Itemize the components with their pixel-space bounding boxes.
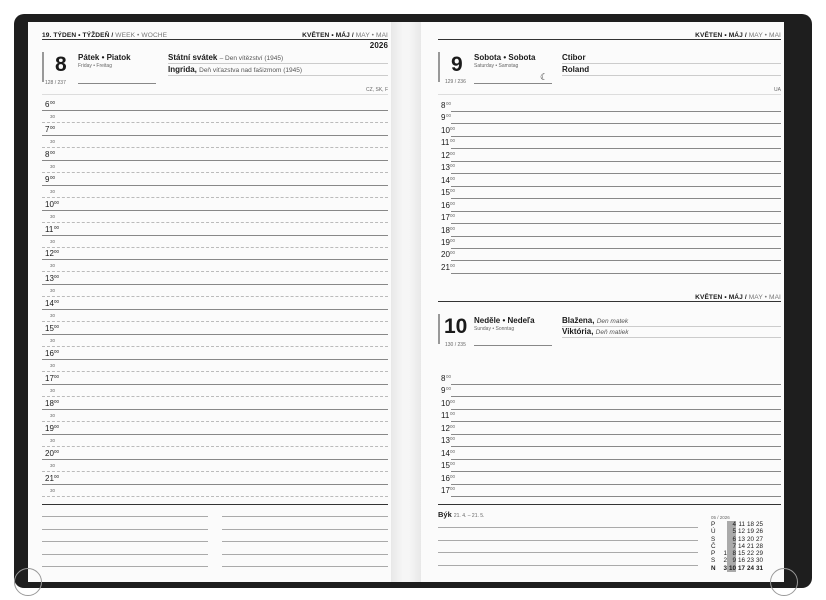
calendar-date: 4 <box>727 521 736 528</box>
hour-label: 11 <box>45 224 54 234</box>
hour-rule <box>451 111 781 112</box>
hour-label: 10 <box>441 398 450 408</box>
hour-rule <box>42 160 388 161</box>
calendar-date: 15 <box>737 550 745 558</box>
hour-label: 8 <box>441 101 446 110</box>
hour-minutes: 00 <box>54 448 60 454</box>
half-hour-label: 30 <box>50 288 56 294</box>
half-hour-rule <box>42 421 388 422</box>
week-label: 19. TÝDEN • TÝŽDEŇ / WEEK • WOCHE <box>42 32 168 39</box>
hour-label: 11 <box>441 411 450 421</box>
calendar-date: 7 <box>727 543 736 550</box>
calendar-date: 24 <box>746 564 754 572</box>
hour-label: 20 <box>45 448 54 458</box>
nameday-1: Blažena, Den matek <box>562 316 629 325</box>
calendar-date: 18 <box>746 521 754 528</box>
calendar-date <box>718 536 727 543</box>
hour-rule <box>451 421 781 422</box>
hour-minutes: 00 <box>450 138 456 144</box>
mini-calendar-row <box>711 543 763 550</box>
country-codes: CZ, SK, F <box>366 87 388 93</box>
hour-label: 21 <box>441 262 450 272</box>
page-corner-curve <box>14 568 42 596</box>
hour-minutes: 00 <box>450 237 456 243</box>
hour-rule <box>42 259 388 260</box>
mini-calendar-row <box>711 557 763 564</box>
note-line <box>222 566 388 567</box>
month-label: KVĚTEN • MÁJ / MAY • MAI <box>302 32 388 39</box>
notes-top-rule <box>42 504 388 505</box>
hour-label: 19 <box>45 423 54 433</box>
hour-label: 10 <box>45 199 54 209</box>
weekday-label: N <box>711 564 716 572</box>
zodiac-sign: Býk 21. 4. – 21. 5. <box>438 510 485 519</box>
hour-label: 16 <box>45 349 54 358</box>
note-line <box>42 541 208 542</box>
header-rule <box>438 39 781 40</box>
hour-rule <box>42 384 388 385</box>
hour-minutes: 00 <box>54 349 60 354</box>
hour-minutes: 00 <box>450 436 456 442</box>
calendar-date: 11 <box>738 521 745 528</box>
hour-minutes: 00 <box>50 174 56 180</box>
half-hour-label: 30 <box>50 487 56 493</box>
hour-label: 12 <box>441 150 450 160</box>
hour-label: 12 <box>441 423 450 433</box>
hour-rule <box>42 110 388 111</box>
hour-minutes: 00 <box>54 199 60 205</box>
half-hour-rule <box>42 321 388 322</box>
calendar-date <box>718 521 727 528</box>
hour-rule <box>451 148 781 149</box>
half-hour-rule <box>42 197 388 198</box>
nameday-1: Státní svátek – Den vítězství (1945) <box>168 53 284 62</box>
hour-rule <box>451 273 781 274</box>
hour-rule <box>451 248 781 249</box>
hour-minutes: 00 <box>450 473 456 479</box>
hour-minutes: 00 <box>54 473 60 479</box>
note-line <box>42 529 208 530</box>
hour-label: 15 <box>441 461 450 471</box>
hour-label: 6 <box>45 100 50 109</box>
hour-minutes: 00 <box>54 423 60 429</box>
hour-label: 16 <box>441 473 450 483</box>
nameday-2: Roland <box>562 65 590 74</box>
half-hour-rule <box>42 396 388 397</box>
hour-minutes: 00 <box>446 374 452 379</box>
half-hour-label: 30 <box>50 213 56 219</box>
hour-label: 13 <box>441 163 450 173</box>
calendar-date: 25 <box>755 521 763 528</box>
hour-label: 10 <box>441 125 450 135</box>
hour-rule <box>42 359 388 360</box>
day-underline <box>78 83 156 84</box>
hour-minutes: 00 <box>450 188 456 194</box>
hour-label: 16 <box>441 200 450 210</box>
hour-label: 8 <box>45 149 50 159</box>
half-hour-rule <box>42 446 388 447</box>
mini-calendar-row <box>711 550 763 557</box>
half-hour-rule <box>42 471 388 472</box>
hour-rule <box>451 173 781 174</box>
hour-rule <box>451 409 781 410</box>
hour-minutes: 00 <box>450 461 456 467</box>
half-hour-label: 30 <box>50 387 56 393</box>
note-line <box>438 540 698 541</box>
day-count: 130 / 235 <box>445 342 466 348</box>
half-hour-label: 30 <box>50 114 56 119</box>
mini-calendar <box>711 514 763 572</box>
hour-label: 15 <box>45 324 54 334</box>
half-hour-label: 30 <box>50 138 56 144</box>
calendar-date: 3 <box>723 564 727 572</box>
half-hour-rule <box>42 346 388 347</box>
hour-rule <box>42 135 388 136</box>
hour-label: 7 <box>45 124 50 134</box>
hour-rule <box>451 136 781 137</box>
hour-label: 8 <box>441 374 446 383</box>
note-line <box>438 565 698 566</box>
half-hour-label: 30 <box>50 412 56 418</box>
hour-minutes: 00 <box>450 423 456 429</box>
calendar-date: 16 <box>737 557 745 565</box>
hour-minutes: 00 <box>450 150 456 156</box>
half-hour-label: 30 <box>50 462 56 468</box>
hour-minutes: 00 <box>450 486 456 492</box>
name-rule <box>168 63 388 64</box>
calendar-date: 20 <box>746 535 754 543</box>
calendar-date: 9 <box>727 557 736 564</box>
note-line <box>42 516 208 517</box>
hour-minutes: 00 <box>446 113 452 119</box>
note-line <box>222 554 388 555</box>
hour-minutes: 00 <box>54 299 60 305</box>
weekday-label: S <box>711 535 716 543</box>
hour-rule <box>42 210 388 211</box>
hour-minutes: 00 <box>450 175 456 181</box>
hour-minutes: 00 <box>450 125 456 131</box>
hour-minutes: 00 <box>450 163 456 169</box>
calendar-date: 1 <box>723 550 727 558</box>
country-codes: UA <box>774 87 781 93</box>
hour-minutes: 00 <box>450 262 456 268</box>
binding-gutter <box>391 22 421 582</box>
half-hour-rule <box>42 271 388 272</box>
calendar-date: 30 <box>755 557 763 565</box>
hour-label: 17 <box>441 213 450 223</box>
hour-label: 17 <box>45 373 54 383</box>
calendar-date <box>718 543 727 550</box>
weekday-label: S <box>711 557 716 565</box>
day-name: Neděle • Nedeľa <box>474 316 535 325</box>
name-rule <box>168 75 388 76</box>
hour-label: 17 <box>441 486 450 496</box>
day-underline <box>474 83 552 84</box>
hour-label: 14 <box>441 175 450 185</box>
calendar-date: 10 <box>728 564 736 572</box>
hour-label: 13 <box>441 436 450 446</box>
calendar-date: 28 <box>755 542 763 550</box>
hour-minutes: 00 <box>54 224 60 230</box>
hour-minutes: 00 <box>450 411 456 417</box>
header-rule <box>42 39 388 40</box>
hour-rule <box>42 484 388 485</box>
mini-calendar-row <box>711 565 763 572</box>
hour-rule <box>42 284 388 285</box>
calendar-date: 22 <box>746 550 754 558</box>
calendar-date: 19 <box>746 528 754 536</box>
calendar-date: 5 <box>727 528 736 535</box>
note-line <box>438 527 698 528</box>
day-number: 8 <box>55 53 67 76</box>
header-rule <box>438 301 781 302</box>
name-rule <box>562 63 781 64</box>
hour-rule <box>42 459 388 460</box>
mini-calendar-row <box>711 536 763 543</box>
moon-phase-icon: ☾ <box>540 72 549 82</box>
day-underline <box>474 345 552 346</box>
hour-label: 18 <box>441 225 450 235</box>
calendar-date: 14 <box>737 542 745 550</box>
name-rule <box>562 337 781 338</box>
half-hour-label: 30 <box>50 363 56 368</box>
hour-rule <box>42 309 388 310</box>
half-hour-rule <box>42 371 388 372</box>
half-hour-label: 30 <box>50 188 56 194</box>
footer-rule <box>438 504 781 505</box>
hour-rule <box>451 123 781 124</box>
mini-calendar-row <box>711 528 763 535</box>
weekday-label: Ú <box>711 528 716 536</box>
hour-rule <box>451 198 781 199</box>
day-number: 9 <box>451 53 463 76</box>
section-rule <box>42 94 388 95</box>
day-bar <box>438 314 440 344</box>
hour-minutes: 00 <box>446 101 452 106</box>
hour-rule <box>451 223 781 224</box>
weekday-label: Č <box>711 542 716 550</box>
hour-rule <box>451 161 781 162</box>
day-number: 10 <box>444 315 468 338</box>
calendar-date: 8 <box>727 550 736 557</box>
calendar-date: 27 <box>755 535 763 543</box>
hour-label: 19 <box>441 237 450 247</box>
hour-rule <box>451 434 781 435</box>
calendar-date: 21 <box>746 542 754 550</box>
mini-calendar-title: 05 / 2026 <box>711 515 730 520</box>
hour-label: 9 <box>441 386 446 396</box>
half-hour-rule <box>42 222 388 223</box>
day-name: Sobota • Sobota <box>474 53 536 62</box>
left-page <box>28 22 391 582</box>
half-hour-rule <box>42 296 388 297</box>
note-line <box>222 541 388 542</box>
hour-label: 21 <box>45 473 54 483</box>
half-hour-rule <box>42 496 388 497</box>
hour-rule <box>42 185 388 186</box>
hour-rule <box>451 446 781 447</box>
weekday-label: P <box>711 521 716 528</box>
half-hour-label: 30 <box>50 263 56 269</box>
half-hour-rule <box>42 172 388 173</box>
hour-minutes: 00 <box>450 250 456 256</box>
half-hour-label: 30 <box>50 238 56 244</box>
hour-label: 15 <box>441 188 450 198</box>
day-name: Pátek • Piatok <box>78 53 131 62</box>
nameday-2: Ingrida, Deň víťazstva nad fašizmom (1945) <box>168 65 302 74</box>
hour-rule <box>451 211 781 212</box>
calendar-date: 6 <box>727 536 736 543</box>
hour-minutes: 00 <box>54 249 60 255</box>
hour-rule <box>42 235 388 236</box>
calendar-date: 13 <box>737 535 745 543</box>
hour-label: 12 <box>45 249 54 259</box>
hour-label: 14 <box>441 448 450 458</box>
nameday-2: Viktória, Deň matiek <box>562 327 629 336</box>
hour-minutes: 00 <box>54 324 60 330</box>
calendar-date: 12 <box>737 528 745 536</box>
calendar-date: 2 <box>723 557 727 565</box>
day-subtitle: Friday • Freitag <box>78 63 112 69</box>
hour-label: 18 <box>45 398 54 408</box>
hour-rule <box>451 260 781 261</box>
year: 2026 <box>369 41 388 50</box>
hour-minutes: 00 <box>450 398 456 404</box>
hour-minutes: 00 <box>446 386 452 392</box>
calendar-date: 17 <box>737 564 745 572</box>
hour-label: 9 <box>45 174 50 184</box>
hour-rule <box>451 186 781 187</box>
hour-rule <box>451 396 781 397</box>
hour-rule <box>451 496 781 497</box>
hour-label: 9 <box>441 113 446 123</box>
hour-rule <box>451 459 781 460</box>
half-hour-rule <box>42 122 388 123</box>
hour-rule <box>451 484 781 485</box>
hour-rule <box>451 384 781 385</box>
calendar-date: 29 <box>755 550 763 558</box>
half-hour-label: 30 <box>50 313 56 319</box>
hour-minutes: 00 <box>54 373 60 379</box>
half-hour-rule <box>42 147 388 148</box>
hour-label: 20 <box>441 250 450 260</box>
right-page <box>421 22 784 582</box>
note-line <box>42 566 208 567</box>
hour-minutes: 00 <box>50 124 56 130</box>
note-line <box>42 554 208 555</box>
calendar-date <box>718 528 727 535</box>
name-rule <box>562 75 781 76</box>
hour-minutes: 00 <box>450 200 456 206</box>
hour-minutes: 00 <box>450 213 456 219</box>
day-bar <box>438 52 440 82</box>
page-corner-curve <box>770 568 798 596</box>
calendar-date: 31 <box>755 564 763 572</box>
note-line <box>222 516 388 517</box>
day-subtitle: Sunday • Sonntag <box>474 326 515 332</box>
day-count: 128 / 237 <box>45 80 66 86</box>
half-hour-label: 30 <box>50 163 56 169</box>
half-hour-label: 30 <box>50 437 56 443</box>
hour-rule <box>42 434 388 435</box>
hour-rule <box>42 409 388 410</box>
month-label: KVĚTEN • MÁJ / MAY • MAI <box>695 32 781 39</box>
hour-minutes: 00 <box>450 225 456 231</box>
hour-minutes: 00 <box>54 274 60 280</box>
note-line <box>438 552 698 553</box>
hour-rule <box>451 471 781 472</box>
section-rule <box>438 94 781 95</box>
nameday-1: Ctibor <box>562 53 586 62</box>
day-bar <box>42 52 44 82</box>
calendar-date: 26 <box>755 528 763 536</box>
hour-label: 13 <box>45 274 54 284</box>
half-hour-rule <box>42 247 388 248</box>
hour-label: 14 <box>45 299 54 309</box>
hour-minutes: 00 <box>50 100 56 105</box>
note-line <box>222 529 388 530</box>
month-label: KVĚTEN • MÁJ / MAY • MAI <box>695 294 781 301</box>
day-subtitle: Saturday • Samstag <box>474 63 519 69</box>
half-hour-label: 30 <box>50 338 56 344</box>
hour-minutes: 00 <box>450 448 456 454</box>
day-count: 129 / 236 <box>445 79 466 85</box>
hour-minutes: 00 <box>50 149 56 155</box>
mini-calendar-row <box>711 521 763 528</box>
hour-rule <box>451 236 781 237</box>
hour-label: 11 <box>441 138 450 148</box>
calendar-date: 23 <box>746 557 754 565</box>
hour-minutes: 00 <box>54 398 60 404</box>
hour-rule <box>42 334 388 335</box>
weekday-label: P <box>711 550 716 558</box>
